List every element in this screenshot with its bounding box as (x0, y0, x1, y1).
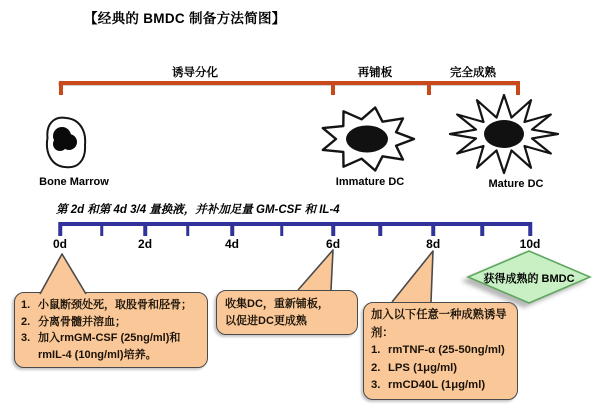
isolation-step: 2. 分离骨髓并溶血； (21, 315, 126, 328)
timeline-tick-10d (528, 222, 532, 236)
maturation-inducer: 2. LPS (1μg/ml) (371, 361, 458, 374)
timeline-tick-7d (378, 222, 382, 236)
timeline-day-label-0d: 0d (52, 237, 68, 251)
phase-bracket-tick (59, 81, 63, 95)
timeline-tick-5d (280, 222, 284, 236)
callout-maturation-tail (388, 249, 438, 304)
replate-line: 收集DC，重新铺板， (225, 298, 329, 310)
phase-label-full-maturation: 完全成熟 (450, 67, 496, 79)
media-change-note: 第 2d 和第 4d 3/4 量换液，并补加足量 GM-CSF 和 IL-4 (56, 204, 340, 216)
timeline-day-label-4d: 4d (225, 237, 240, 251)
phase-bracket-tick (427, 81, 431, 95)
timeline-day-label-2d: 2d (138, 237, 153, 251)
timeline-tick-1d (100, 222, 104, 236)
bone-marrow-label: Bone Marrow (39, 176, 109, 188)
phase-bracket-bar (59, 81, 520, 85)
timeline-day-label-8d: 8d (426, 237, 441, 251)
maturation-inducer: 3. rmCD40L (1μg/ml) (371, 379, 486, 391)
callout-replate-tail (294, 248, 338, 292)
phase-bracket-tick (331, 81, 335, 95)
timeline-tick-6d (331, 222, 335, 236)
isolation-step: 3. 加入rmGM-CSF (25ng/ml)和rmIL-4 (10ng/ml)培养。 (21, 332, 181, 361)
bone-marrow-cell-illustration (42, 114, 90, 172)
result-badge-label: 获得成熟的 BMDC (483, 273, 575, 285)
phase-label-replate: 再铺板 (357, 67, 393, 79)
callout-replate (216, 290, 358, 335)
maturation-intro: 加入以下任意一种成熟诱导剂： (371, 309, 507, 339)
mature-dc-label: Mature DC (488, 178, 544, 190)
timeline-tick-2d (143, 222, 147, 236)
timeline-tick-4d (230, 222, 234, 236)
timeline-tick-0d (58, 222, 62, 236)
replate-line: 以促进DC更成熟 (225, 314, 307, 327)
immature-dc-label: Immature DC (335, 176, 405, 188)
callout-isolation-tail (36, 252, 90, 295)
callout-maturation-inducers (363, 302, 518, 400)
timeline-day-label-6d: 6d (326, 237, 341, 251)
mature-dc-cell-illustration (446, 92, 562, 176)
isolation-step: 1. 小鼠断颈处死，取股骨和胫骨； (21, 299, 192, 311)
timeline-tick-9d (480, 222, 484, 236)
callout-isolation-steps (14, 292, 208, 368)
maturation-inducer: 1. rmTNF-α (25-50ng/ml) (371, 344, 505, 356)
timeline-bar (60, 222, 530, 226)
diagram-title: 【经典的 BMDC 制备方法简图】 (84, 11, 286, 26)
timeline-axis (52, 222, 541, 251)
timeline-day-label-10d: 10d (519, 237, 541, 251)
immature-dc-cell-illustration (316, 102, 418, 174)
timeline-tick-3d (186, 222, 190, 236)
timeline-tick-8d (431, 222, 435, 236)
phase-label-induction: 诱导分化 (172, 67, 218, 79)
